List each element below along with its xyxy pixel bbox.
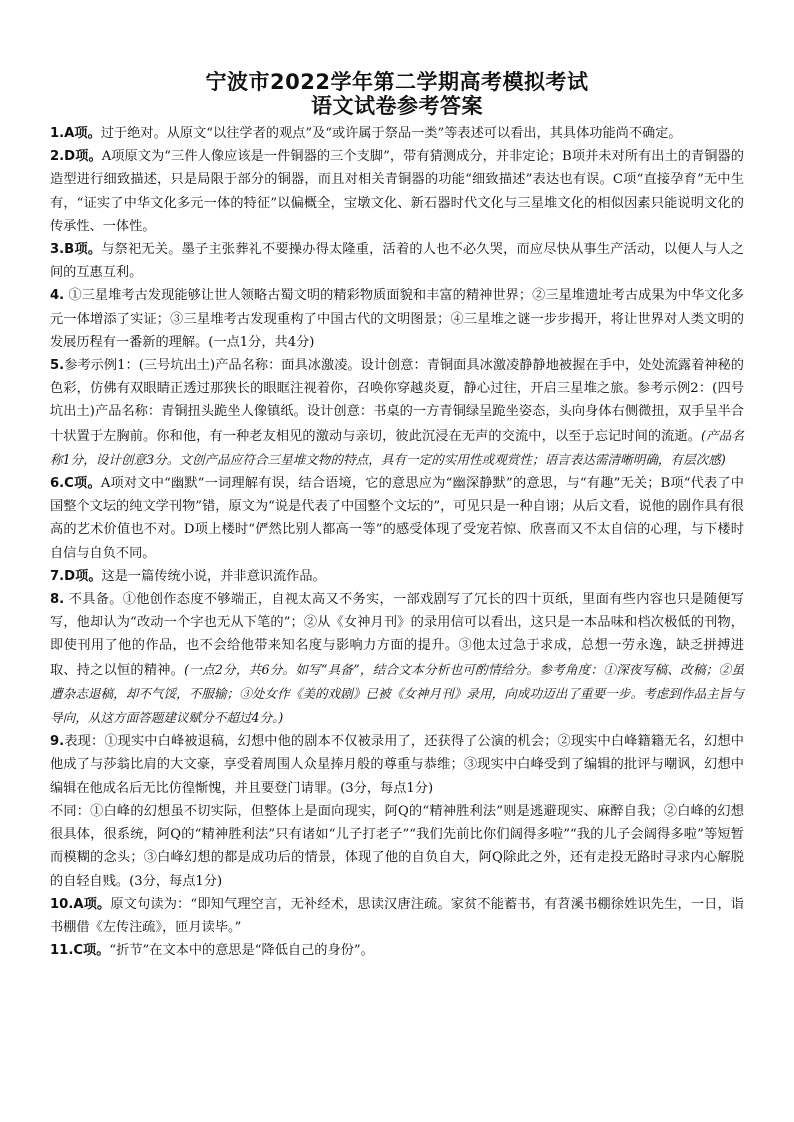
answer-text: 不同：①白峰的幻想虽不切实际，但整体上是面向现实，阿Q的“精神胜利法”则是逃避现实、麻醉自我；②白峰的幻想很具体，很系统，阿Q的“精神胜利法”只有诸如“儿子打老子”“我们先前比你们阔得多啦”“我的儿子会阔得多啦”等短暂而模糊的念头；③白峰幻想的都是成功后的情景，体现了他的自负自大，阿Q除此之外，还有走投无路时寻求内心解脱的自轻自贱。(3分，每点1分) bbox=[50, 803, 744, 889]
document-subtitle: 语文试卷参考答案 bbox=[311, 94, 483, 118]
scoring-note: (一点2分，共6分。如写“具备”，结合文本分析也可酌情给分。参考角度：①深夜写稿、改稿；②虽遭杂志退稿，却不气馁，不服输；③处女作《美的戏剧》已被《女神月刊》录用，向成功迈出了重要一步。考虑到作品主旨与导向，从这方面答题建议赋分不超过4分。) bbox=[50, 661, 745, 726]
answer-7 bbox=[50, 565, 744, 588]
answer-number: 1.A项。 bbox=[50, 126, 101, 141]
answer-text: ①三星堆考古发现能够让世人领略古蜀文明的精彩物质面貌和丰富的精神世界；②三星堆遗址考古成果为中华文化多元一体增添了实证；③三星堆考古发现重构了中国古代的文明图景；④三星堆之谜一步步揭开，将让世界对人类文明的发展历程有一番新的理解。(一点1分，共4分) bbox=[50, 288, 744, 350]
answer-2 bbox=[50, 145, 744, 238]
answer-number: 4. bbox=[50, 288, 65, 304]
answer-8 bbox=[50, 588, 744, 730]
answer-number: 7.D项。 bbox=[50, 568, 102, 584]
answer-number: 6.C项。 bbox=[50, 476, 101, 492]
answer-10 bbox=[50, 893, 744, 939]
scoring-note: (产品名称1分，设计创意3分。文创产品应符合三星堆文物的特点，具有一定的实用性或观赏性；语言表达需清晰明确，有层次感) bbox=[50, 427, 744, 467]
answer-text: “折节”在文本中的意思是“降低自己的身份”。 bbox=[109, 943, 374, 959]
document-title: 宁波市2022学年第二学期高考模拟考试 bbox=[205, 70, 589, 94]
answer-text: 原文句读为：“即知气理空言，无补经术，思读汉唐注疏。家贫不能蓄书，有苕溪书棚徐姓识先生，一日，诣书棚借《左传注疏》，匝月读毕。” bbox=[50, 896, 744, 935]
answer-number: 11.C项。 bbox=[50, 943, 110, 959]
answer-11 bbox=[50, 939, 744, 962]
answer-text: A项对文中“幽默”一词理解有误，结合语境，它的意思应为“幽深静默”的意思，与“有趣”无关；B项“代表了中国整个文坛的纯文学刊物”错，原文为“说是代表了中国整个文坛的”，可见只是一种自诩；从后文看，说他的剧作具有很高的艺术价值也不对。D项上楼时“俨然比别人都高一等”的感受体现了受宠若惊、欣喜而又不太自信的心理，与下楼时自信与自负不同。 bbox=[50, 476, 744, 561]
answer-text: 这是一篇传统小说，并非意识流作品。 bbox=[101, 568, 326, 584]
answer-number: 9. bbox=[50, 734, 65, 750]
answer-1 bbox=[50, 122, 744, 145]
answer-text: 过于绝对。从原文“以往学者的观点”及“或许属于祭品一类”等表述可以看出，其具体功能尚不确定。 bbox=[100, 126, 682, 141]
answer-9-difference bbox=[50, 800, 744, 893]
answer-9-performance bbox=[50, 730, 744, 800]
answer-text: 不具备。①他创作态度不够端正，自视太高又不务实，一部戏剧写了冗长的四十页纸，里面有些内容也只是随便写写，他却认为“改动一个字也无从下笔的”；②从《女神月刊》的录用信可以看出，这只是一本品味和档次极低的刊物，即使刊用了他的作品，也不会给他带来知名度与影响力方面的提升。③他太过急于求成，总想一劳永逸，缺乏拼搏进取、持之以恒的精神。 bbox=[50, 592, 744, 678]
answer-4 bbox=[50, 284, 744, 354]
answer-list bbox=[50, 122, 744, 962]
answer-text: A项原文为“三件人像应该是一件铜器的三个支脚”，带有猜测成分，并非定论；B项并未对所有出土的青铜器的造型进行细致描述，只是局限于部分的铜器，而且对相关青铜器的功能“细致描述”表达也有误。C项“直接孕育”无中生有，“证实了中华文化多元一体的特征”以偏概全，宝墩文化、新石器时代文化与三星堆文化的相似因素只能说明文化的传承性、一体性。 bbox=[50, 149, 744, 234]
answer-number: 5. bbox=[50, 358, 65, 374]
answer-number: 3.B项。 bbox=[50, 242, 102, 258]
answer-text: 参考示例1：(三号坑出土)产品名称：面具冰激凌。设计创意：青铜面具冰激凌静静地被握在手中，处处流露着神秘的色彩，仿佛有双眼睛正透过那狭长的眼眶注视着你，召唤你穿越炎夏，静心过往，开启三星堆之旅。参考示例2：(四号坑出土)产品名称：青铜扭头跪坐人像镇纸。设计创意：书桌的一方青铜绿呈跪坐姿态，头向身体右侧微扭，双手呈半合十状置于左胸前。你和他，有一种老友相见的激动与亲切，彼此沉浸在无声的交流中，以至于忘记时间的流逝。 bbox=[50, 358, 744, 444]
answer-number: 8. bbox=[50, 592, 65, 608]
answer-number: 10.A项。 bbox=[50, 896, 111, 912]
answer-number: 2.D项。 bbox=[50, 149, 102, 165]
answer-text: 与祭祀无关。墨子主张葬礼不要操办得太隆重，活着的人也不必久哭，而应尽快从事生产活动，以便人与人之间的互惠互利。 bbox=[50, 242, 744, 281]
title-block bbox=[50, 70, 744, 118]
answer-3 bbox=[50, 238, 744, 284]
answer-6 bbox=[50, 472, 744, 565]
answer-5 bbox=[50, 354, 744, 472]
answer-text: 表现：①现实中白峰被退稿，幻想中他的剧本不仅被录用了，还获得了公演的机会；②现实中白峰籍籍无名，幻想中他成了与莎翁比肩的大文豪，享受着周围人众星捧月般的尊重与恭维；③现实中白峰受到了编辑的批评与嘲讽，幻想中编辑在他成名后无比仿徨惭愧，并且要登门请罪。(3分，每点1分) bbox=[50, 734, 744, 796]
